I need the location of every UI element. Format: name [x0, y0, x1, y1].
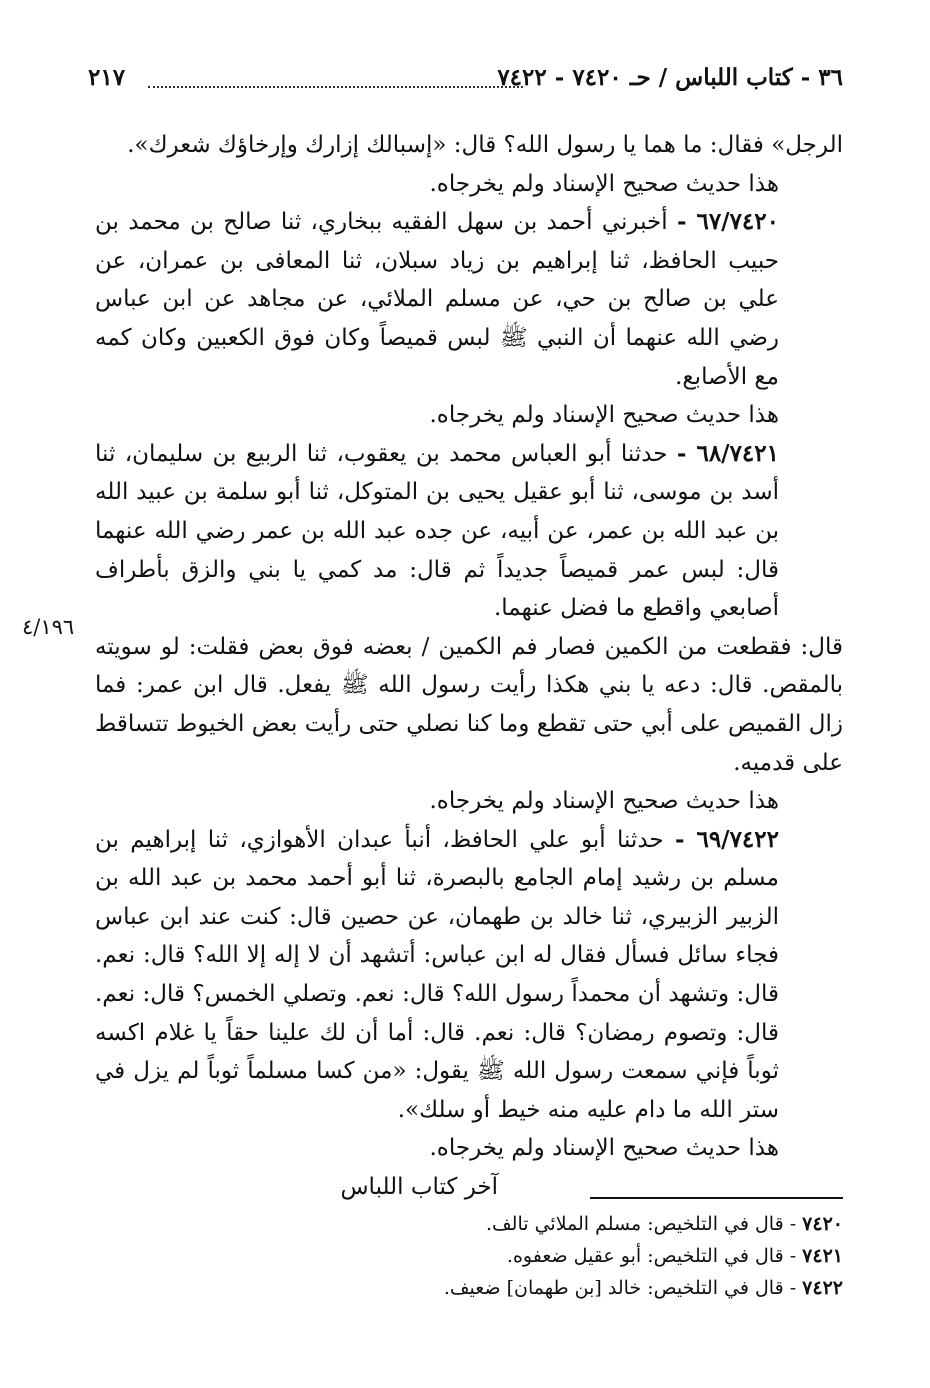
hadith-text: حدثنا أبو العباس محمد بن يعقوب، ثنا الربيع بن سليمان، ثنا أسد بن موسى، ثنا أبو عقيل يحيى بن المتوكل، ثنا أبو سلمة بن عبيد الله بن عبد الله بن عمر، عن أبيه، عن جده عبد الله بن عمر رضي الله عنهما قال: لبس عمر قميصاً جديداً ثم قال: مد كمي يا بني والزق بأطراف أصابعي واقطع ما فضل عنهما.: [95, 440, 779, 622]
end-of-book-title: آخر كتاب اللباس: [340, 1174, 498, 1201]
hadith-7421-continuation: قال: فقطعت من الكمين فصار فم الكمين / بعضه فوق بعض فقلت: لو سويته بالمقص. قال: دعه يا بني هكذا رأيت رسول الله ﷺ يفعل. قال ابن عمر: فما زال القميص على أبي حتى تقطع وما كنا نصلي حتى رأيت بعض الخيوط تتساقط على قدميه.: [95, 633, 843, 776]
footnote-text: - قال في التلخيص: خالد [بن طهمان] ضعيف.: [443, 1277, 797, 1299]
hadith-text: حدثنا أبو علي الحافظ، أنبأ عبدان الأهوازي، ثنا إبراهيم بن مسلم بن رشيد إمام الجامع بالبصرة، ثنا أبو أحمد محمد بن عبد الله بن الزبير الزبيري، ثنا خالد بن طهمان، عن حصين قال: كنت عند ابن عباس فجاء سائل فسأل فقال له ابن عباس: أتشهد أن لا إله إلا الله؟ قال: نعم. قال: وتشهد أن محمداً رسول الله؟ قال: نعم. وتصلي الخمس؟ قال: نعم. قال: وتصوم رمضان؟ قال: نعم. قال: أما أن لك علينا حقاً يا غلام اكسه ثوباً فإني سمعت رسول الله ﷺ يقول: «من كسا مسلماً ثوباً لم يزل في ستر الله ما دام عليه منه خيط أو سلك».: [95, 826, 779, 1123]
hadith-number: ٦٨/٧٤٢١ -: [676, 439, 779, 467]
footnote-text: - قال في التلخيص: أبو عقيل ضعفوه.: [506, 1245, 797, 1267]
footnote-number: ٧٤٢١: [802, 1245, 843, 1267]
footnote-item: [300, 1208, 843, 1240]
verdict-line: هذا حديث صحيح الإسناد ولم يخرجاه.: [429, 170, 779, 197]
footnote-text: - قال في التلخيص: مسلم الملائي تالف.: [485, 1213, 797, 1235]
hadith-7420: [95, 203, 843, 396]
running-header: [88, 58, 843, 98]
hadith-7421: [95, 435, 843, 628]
footnote-item: [300, 1240, 843, 1272]
footnote-item: [300, 1272, 843, 1304]
page-number: ٢١٧: [88, 64, 126, 91]
main-text: [95, 126, 843, 1207]
footnotes: [300, 1208, 843, 1304]
footnote-number: ٧٤٢٢: [802, 1277, 843, 1299]
header-title: ٣٦ - كتاب اللباس / حـ ٧٤٢٠ - ٧٤٢٢: [497, 64, 843, 91]
header-dot-leader: [148, 86, 523, 88]
verdict-line: هذا حديث صحيح الإسناد ولم يخرجاه.: [429, 788, 779, 815]
margin-volume-reference: ٤/١٩٦: [22, 615, 75, 639]
footnote-number: ٧٤٢٠: [802, 1213, 843, 1235]
hadith-number: ٦٩/٧٤٢٢ -: [674, 825, 779, 853]
hadith-text: أخبرني أحمد بن سهل الفقيه ببخاري، ثنا صالح بن محمد بن حبيب الحافظ، ثنا إبراهيم بن زياد سبلان، ثنا المعافى بن عمران، عن علي بن صالح بن حي، عن مسلم الملائي، عن مجاهد عن ابن عباس رضي الله عنهما أن النبي ﷺ لبس قميصاً وكان فوق الكعبين وكان كمه مع الأصابع.: [95, 209, 779, 390]
verdict-line: هذا حديث صحيح الإسناد ولم يخرجاه.: [429, 1135, 779, 1162]
footnote-separator: [590, 1197, 843, 1199]
paragraph-continuation: الرجل» فقال: ما هما يا رسول الله؟ قال: «إسبالك إزارك وإرخاؤك شعرك».: [127, 132, 843, 158]
hadith-number: ٦٧/٧٤٢٠ -: [676, 208, 779, 236]
verdict-line: هذا حديث صحيح الإسناد ولم يخرجاه.: [429, 402, 779, 429]
hadith-7422: [95, 821, 843, 1130]
